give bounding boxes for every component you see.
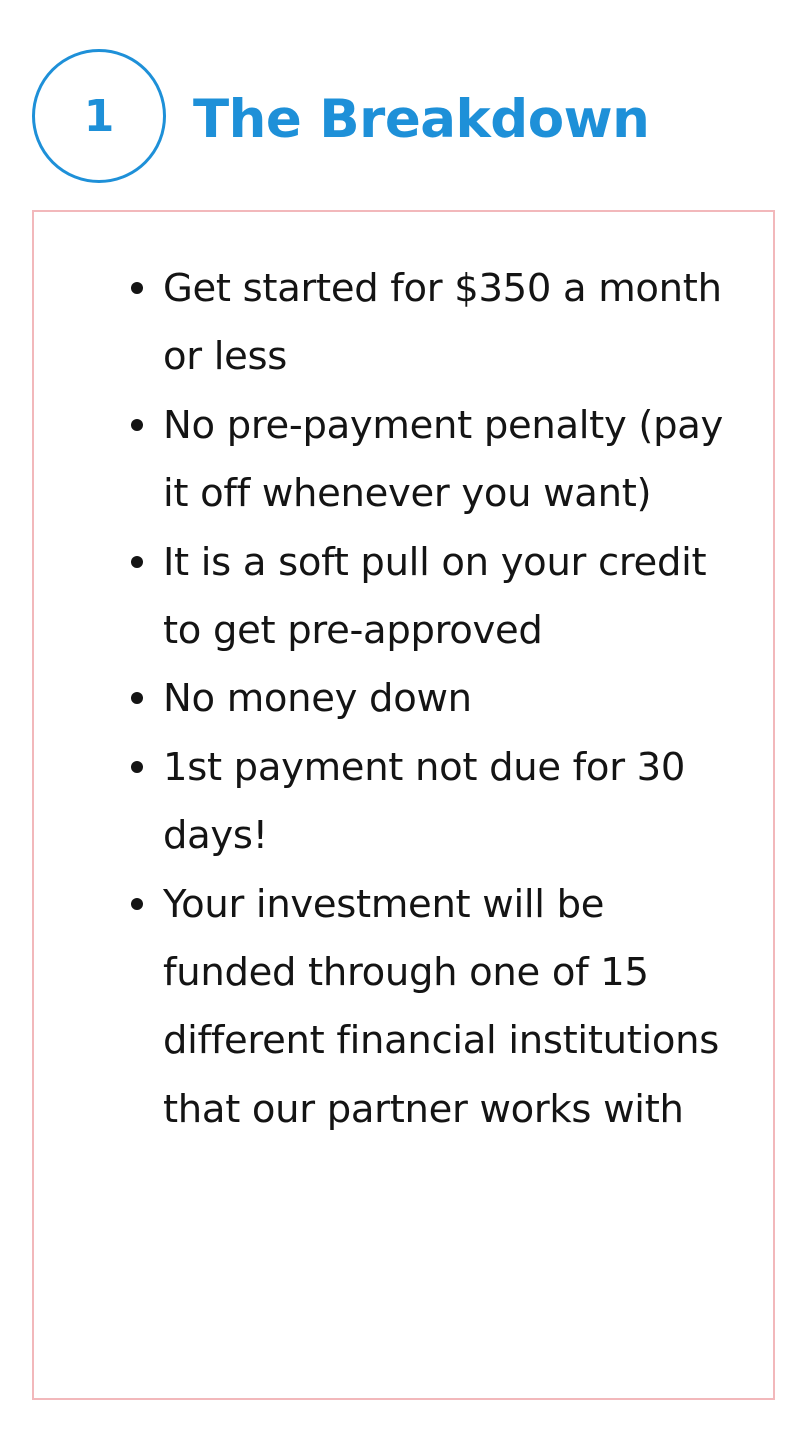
list-item-text: 1st payment not due for 30 days! xyxy=(163,744,686,859)
page-title: The Breakdown xyxy=(193,89,650,150)
step-number: 1 xyxy=(83,90,115,142)
step-number-badge xyxy=(32,49,166,183)
list-item-text: Your investment will be funded through one of 15 different financial institutions that our partner works with xyxy=(163,881,720,1132)
list-item-text: No money down xyxy=(163,676,472,722)
list-item-text: No pre-payment penalty (pay it off whenever you want) xyxy=(163,402,724,517)
list-item xyxy=(163,665,748,733)
list-item xyxy=(163,255,748,392)
bullet-icon xyxy=(131,419,143,431)
bullet-icon xyxy=(131,282,143,294)
list-item-text: It is a soft pull on your credit to get pre-approved xyxy=(163,539,707,654)
bullet-icon xyxy=(131,556,143,568)
list-item xyxy=(163,871,748,1145)
bullet-icon xyxy=(131,898,143,910)
list-item xyxy=(163,529,748,666)
bullet-icon xyxy=(131,761,143,773)
list-item xyxy=(163,734,748,871)
list-item-text: Get started for $350 a month or less xyxy=(163,266,722,380)
list-item xyxy=(163,392,748,529)
benefit-list xyxy=(163,255,748,1144)
